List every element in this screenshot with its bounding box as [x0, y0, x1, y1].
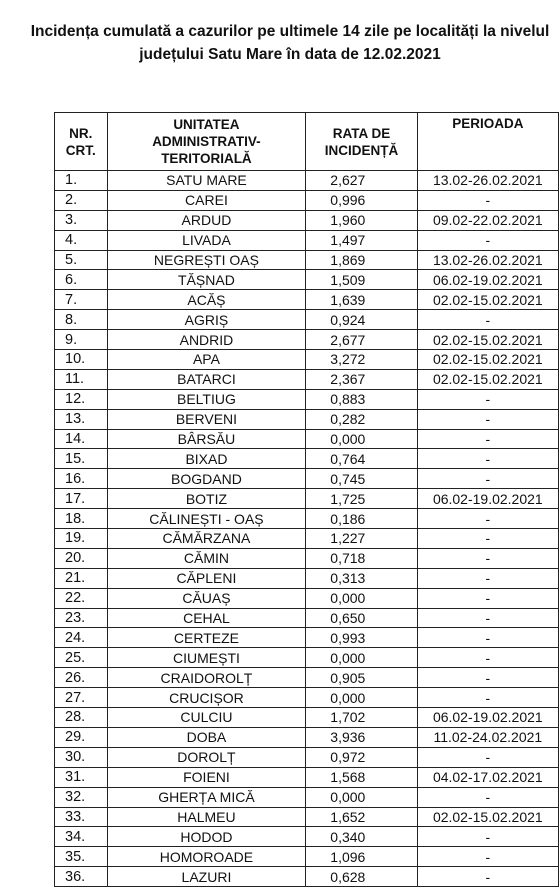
table-row [55, 628, 559, 648]
uat-name: HOMOROADE [107, 847, 306, 867]
period: - [417, 469, 558, 489]
uat-name: CĂUAȘ [107, 588, 306, 608]
incidence-table [54, 112, 559, 887]
table-row [55, 867, 559, 887]
uat-name: CEHAL [107, 608, 306, 628]
period: - [417, 449, 558, 469]
table-row [55, 588, 559, 608]
period: 02.02-15.02.2021 [417, 330, 558, 350]
period: 06.02-19.02.2021 [417, 270, 558, 290]
incidence-rate: 0,764 [306, 449, 417, 469]
uat-name: CĂLINEȘTI - OAȘ [107, 509, 306, 529]
period: 04.02-17.02.2021 [417, 767, 558, 787]
incidence-rate: 2,367 [306, 369, 417, 389]
incidence-rate: 0,650 [306, 608, 417, 628]
period: - [417, 867, 558, 887]
table-header [55, 113, 559, 171]
incidence-rate: 1,497 [306, 230, 417, 250]
incidence-rate: 0,993 [306, 628, 417, 648]
uat-name: APA [107, 350, 306, 370]
period: - [417, 827, 558, 847]
period: 02.02-15.02.2021 [417, 369, 558, 389]
row-number: 16. [55, 469, 108, 489]
table-row [55, 250, 559, 270]
uat-name: ARDUD [107, 210, 306, 230]
table-row [55, 369, 559, 389]
table-row [55, 409, 559, 429]
period: - [417, 409, 558, 429]
header-row [55, 113, 559, 171]
table-body [55, 171, 559, 887]
uat-name: HODOD [107, 827, 306, 847]
row-number: 31. [55, 767, 108, 787]
row-number: 30. [55, 747, 108, 767]
table-row [55, 668, 559, 688]
row-number: 3. [55, 210, 108, 230]
period: - [417, 509, 558, 529]
table-row [55, 529, 559, 549]
period: 09.02-22.02.2021 [417, 210, 558, 230]
table-row [55, 747, 559, 767]
row-number: 14. [55, 429, 108, 449]
incidence-rate: 2,677 [306, 330, 417, 350]
row-number: 28. [55, 708, 108, 728]
period: - [417, 548, 558, 568]
table-row [55, 270, 559, 290]
table-row [55, 608, 559, 628]
incidence-rate: 0,972 [306, 747, 417, 767]
row-number: 7. [55, 290, 108, 310]
uat-name: FOIENI [107, 767, 306, 787]
incidence-rate: 1,702 [306, 708, 417, 728]
incidence-rate: 0,883 [306, 389, 417, 409]
incidence-rate: 1,652 [306, 807, 417, 827]
table-row [55, 568, 559, 588]
period: 06.02-19.02.2021 [417, 708, 558, 728]
uat-name: LIVADA [107, 230, 306, 250]
incidence-rate: 0,628 [306, 867, 417, 887]
uat-name: BIXAD [107, 449, 306, 469]
table-row [55, 350, 559, 370]
uat-name: BATARCI [107, 369, 306, 389]
incidence-rate: 0,996 [306, 190, 417, 210]
row-number: 33. [55, 807, 108, 827]
period: 02.02-15.02.2021 [417, 807, 558, 827]
period: - [417, 608, 558, 628]
row-number: 13. [55, 409, 108, 429]
incidence-rate: 0,924 [306, 310, 417, 330]
header-period [417, 113, 558, 171]
header-nr [55, 113, 108, 171]
uat-name: HALMEU [107, 807, 306, 827]
row-number: 22. [55, 588, 108, 608]
row-number: 34. [55, 827, 108, 847]
period: - [417, 668, 558, 688]
uat-name: SATU MARE [107, 171, 306, 191]
table-row [55, 847, 559, 867]
table-row [55, 509, 559, 529]
table-row [55, 469, 559, 489]
row-number: 12. [55, 389, 108, 409]
incidence-rate: 0,000 [306, 787, 417, 807]
incidence-rate: 1,096 [306, 847, 417, 867]
row-number: 18. [55, 509, 108, 529]
uat-name: CIUMEȘTI [107, 648, 306, 668]
incidence-rate: 2,627 [306, 171, 417, 191]
period: 02.02-15.02.2021 [417, 350, 558, 370]
row-number: 27. [55, 688, 108, 708]
incidence-rate: 0,000 [306, 588, 417, 608]
incidence-rate: 0,000 [306, 688, 417, 708]
row-number: 36. [55, 867, 108, 887]
period: 13.02-26.02.2021 [417, 171, 558, 191]
incidence-rate: 0,000 [306, 648, 417, 668]
incidence-rate: 0,313 [306, 568, 417, 588]
row-number: 1. [55, 171, 108, 191]
incidence-rate: 0,745 [306, 469, 417, 489]
uat-name: DOROLȚ [107, 747, 306, 767]
period: - [417, 529, 558, 549]
period: - [417, 648, 558, 668]
period: - [417, 429, 558, 449]
uat-name: CULCIU [107, 708, 306, 728]
period: - [417, 389, 558, 409]
row-number: 19. [55, 529, 108, 549]
period: - [417, 310, 558, 330]
table-row [55, 727, 559, 747]
uat-name: BÂRSĂU [107, 429, 306, 449]
incidence-rate: 0,000 [306, 429, 417, 449]
row-number: 15. [55, 449, 108, 469]
header-nr-text: NR. CRT. [65, 125, 96, 158]
table-row [55, 449, 559, 469]
table-row [55, 489, 559, 509]
table-row [55, 767, 559, 787]
table-row [55, 429, 559, 449]
row-number: 9. [55, 330, 108, 350]
row-number: 2. [55, 190, 108, 210]
uat-name: NEGREȘTI OAȘ [107, 250, 306, 270]
row-number: 8. [55, 310, 108, 330]
incidence-rate: 1,639 [306, 290, 417, 310]
row-number: 21. [55, 568, 108, 588]
period: - [417, 568, 558, 588]
row-number: 6. [55, 270, 108, 290]
period: - [417, 847, 558, 867]
table-row [55, 688, 559, 708]
uat-name: AGRIȘ [107, 310, 306, 330]
uat-name: BERVENI [107, 409, 306, 429]
incidence-rate: 3,936 [306, 727, 417, 747]
table-row [55, 330, 559, 350]
row-number: 10. [55, 350, 108, 370]
uat-name: BOTIZ [107, 489, 306, 509]
uat-name: ANDRID [107, 330, 306, 350]
row-number: 23. [55, 608, 108, 628]
row-number: 17. [55, 489, 108, 509]
incidence-rate: 0,340 [306, 827, 417, 847]
table-row [55, 210, 559, 230]
period: 11.02-24.02.2021 [417, 727, 558, 747]
table-row [55, 389, 559, 409]
row-number: 25. [55, 648, 108, 668]
period: 13.02-26.02.2021 [417, 250, 558, 270]
incidence-rate: 0,186 [306, 509, 417, 529]
incidence-rate: 1,227 [306, 529, 417, 549]
row-number: 32. [55, 787, 108, 807]
incidence-rate: 1,725 [306, 489, 417, 509]
table-row [55, 807, 559, 827]
uat-name: BOGDAND [107, 469, 306, 489]
header-period-text: PERIOADA [452, 116, 524, 131]
table-row [55, 708, 559, 728]
table-row [55, 648, 559, 668]
uat-name: CERTEZE [107, 628, 306, 648]
header-rate [306, 113, 417, 171]
incidence-rate: 3,272 [306, 350, 417, 370]
table-row [55, 230, 559, 250]
uat-name: BELTIUG [107, 389, 306, 409]
incidence-rate: 1,869 [306, 250, 417, 270]
table-row [55, 310, 559, 330]
incidence-rate: 0,905 [306, 668, 417, 688]
uat-name: CĂPLENI [107, 568, 306, 588]
uat-name: CAREI [107, 190, 306, 210]
title-line-2: județului Satu Mare în data de 12.02.2021 [139, 46, 441, 63]
row-number: 4. [55, 230, 108, 250]
period: 02.02-15.02.2021 [417, 290, 558, 310]
table-row [55, 171, 559, 191]
uat-name: TĂȘNAD [107, 270, 306, 290]
table-row [55, 827, 559, 847]
uat-name: CĂMĂRZANA [107, 529, 306, 549]
row-number: 5. [55, 250, 108, 270]
table-row [55, 190, 559, 210]
header-uat-text: UNITATEA ADMINISTRATIV-TERITORIALĂ [152, 117, 261, 166]
period: - [417, 787, 558, 807]
uat-name: CRAIDOROLȚ [107, 668, 306, 688]
incidence-rate: 1,509 [306, 270, 417, 290]
table-row [55, 548, 559, 568]
uat-name: DOBA [107, 727, 306, 747]
title-line-1: Incidența cumulată a cazurilor pe ultimele 14 zile pe localități la nivelul [30, 23, 550, 40]
period: - [417, 688, 558, 708]
incidence-rate: 1,568 [306, 767, 417, 787]
table-row [55, 787, 559, 807]
row-number: 11. [55, 369, 108, 389]
uat-name: GHERȚA MICĂ [107, 787, 306, 807]
uat-name: CĂMIN [107, 548, 306, 568]
period: - [417, 588, 558, 608]
row-number: 20. [55, 548, 108, 568]
table-row [55, 290, 559, 310]
period: - [417, 230, 558, 250]
row-number: 26. [55, 668, 108, 688]
period: - [417, 190, 558, 210]
header-rate-text: RATA DE INCIDENȚĂ [324, 125, 399, 158]
row-number: 35. [55, 847, 108, 867]
row-number: 24. [55, 628, 108, 648]
uat-name: LAZURI [107, 867, 306, 887]
period: - [417, 747, 558, 767]
document-title [0, 20, 559, 66]
header-uat [107, 113, 306, 171]
period: - [417, 628, 558, 648]
row-number: 29. [55, 727, 108, 747]
period: 06.02-19.02.2021 [417, 489, 558, 509]
uat-name: ACĂȘ [107, 290, 306, 310]
incidence-rate: 1,960 [306, 210, 417, 230]
incidence-rate: 0,718 [306, 548, 417, 568]
uat-name: CRUCIȘOR [107, 688, 306, 708]
incidence-rate: 0,282 [306, 409, 417, 429]
